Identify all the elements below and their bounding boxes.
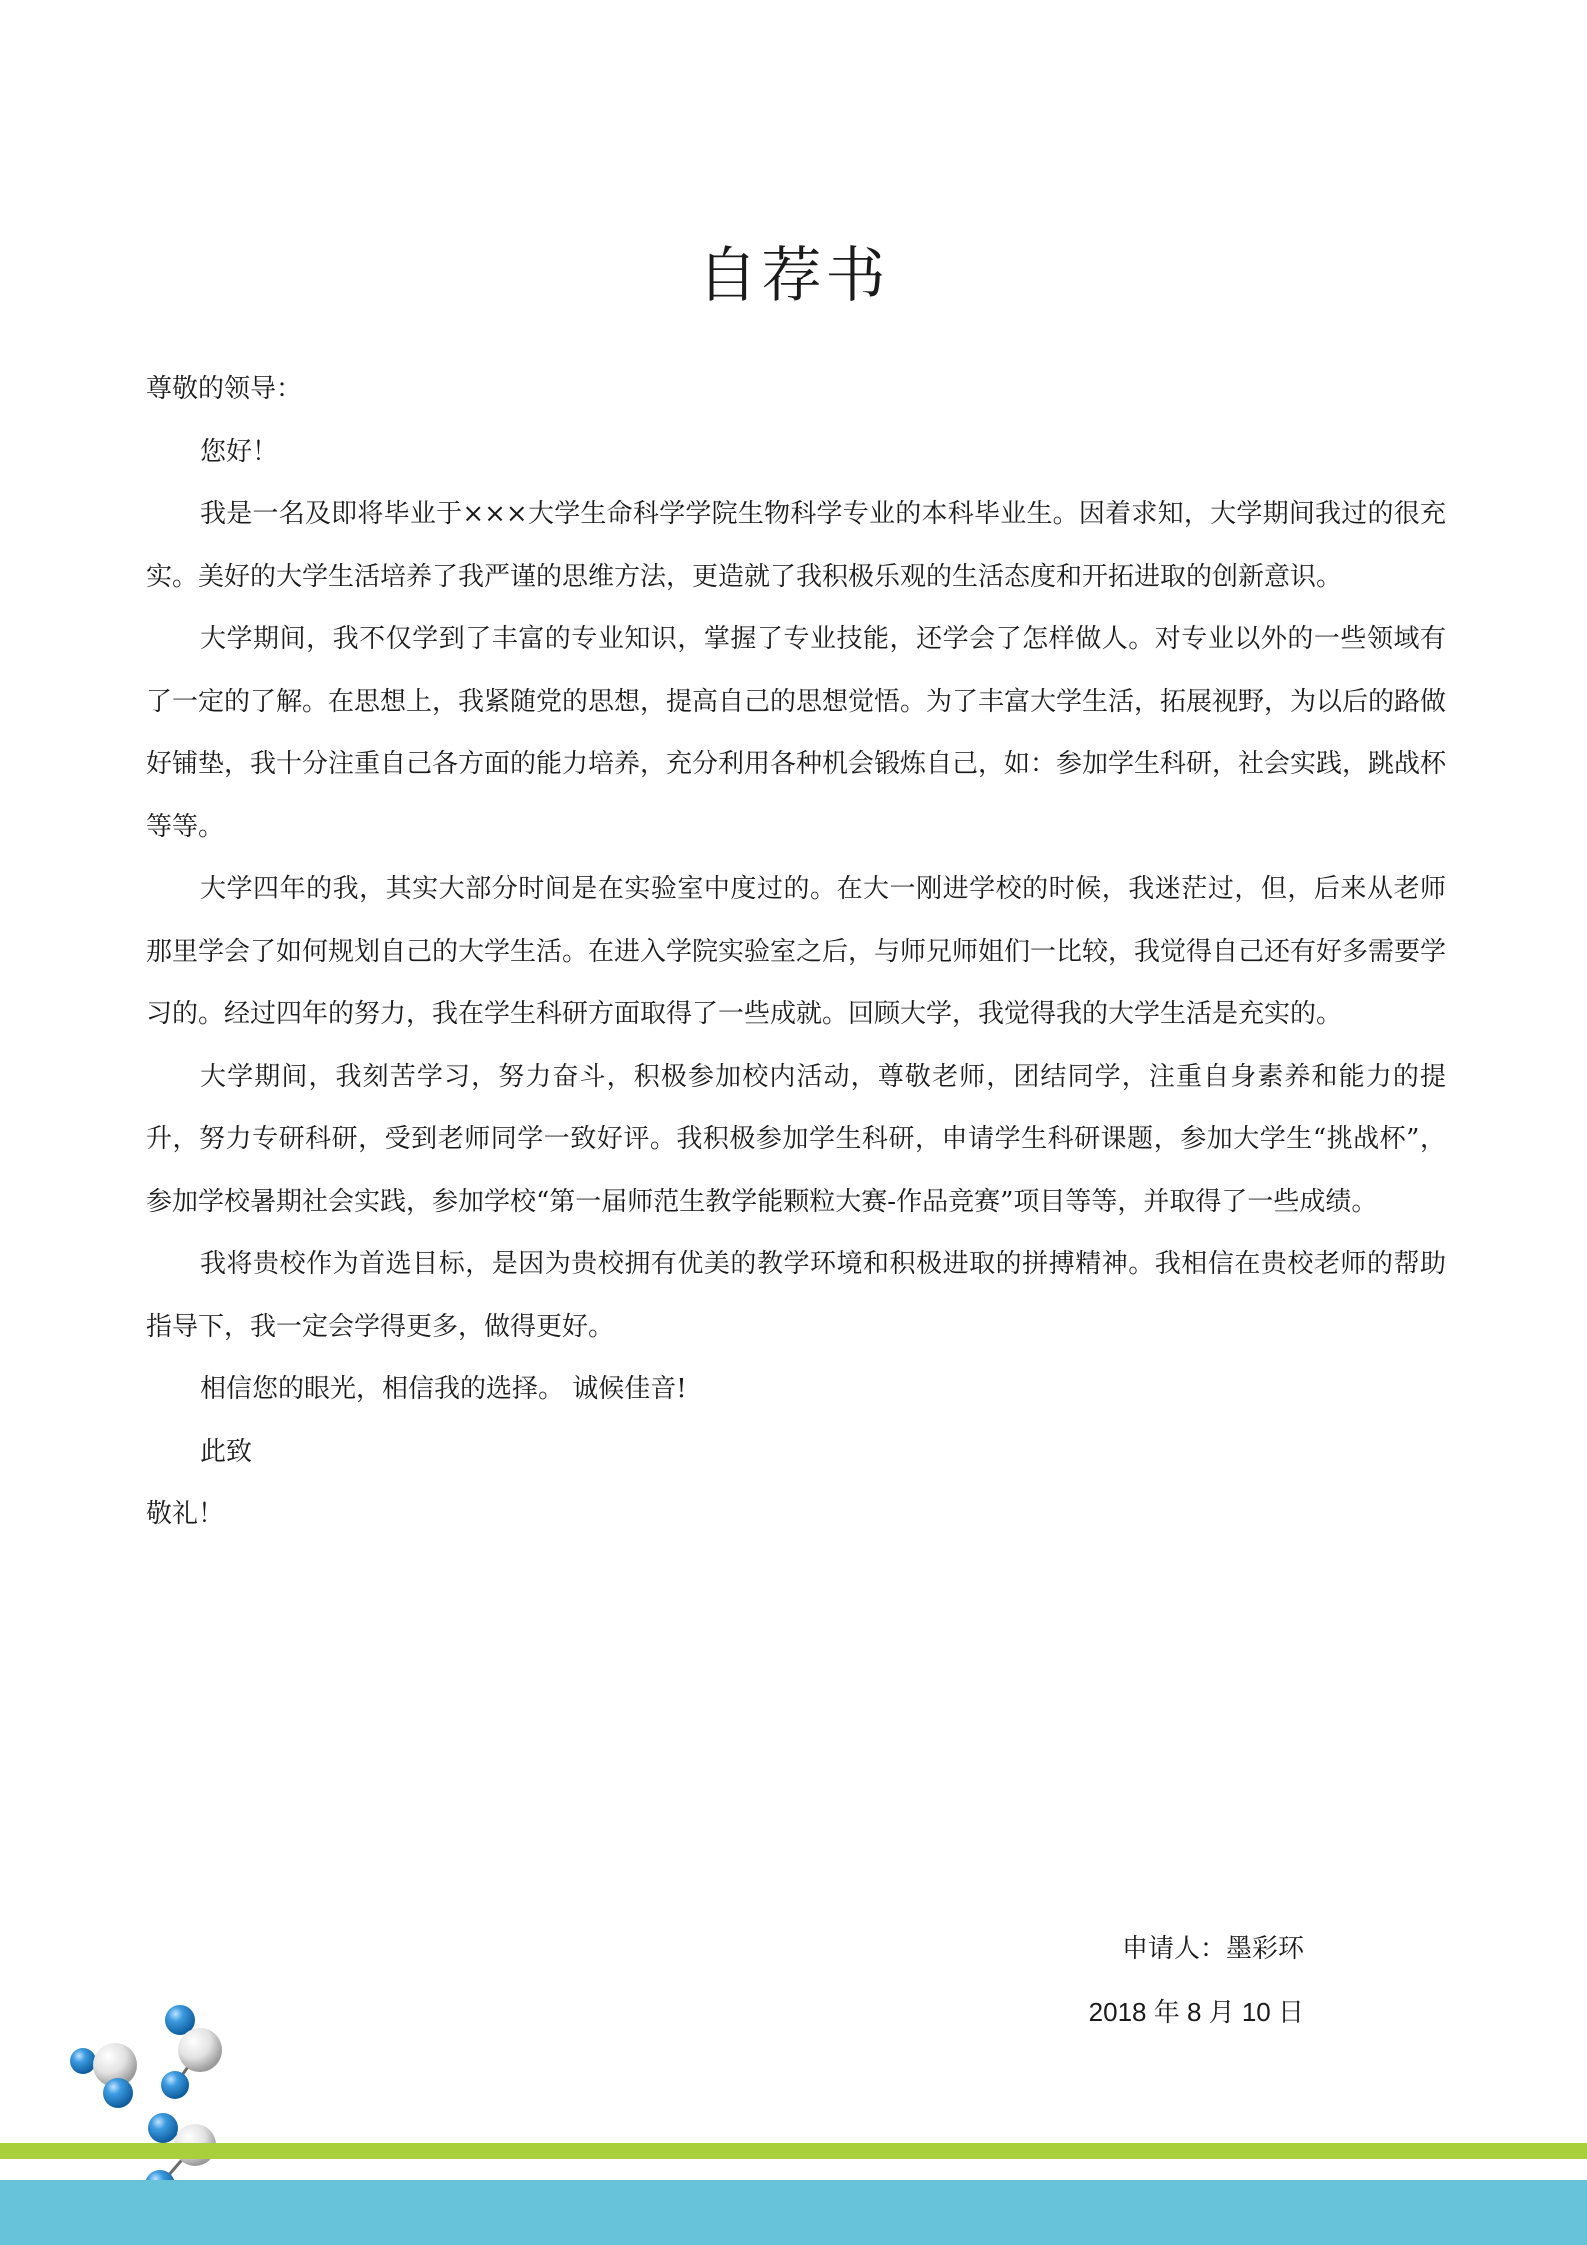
salutation: 尊敬的领导： — [146, 374, 303, 404]
document-title: 自荐书 — [697, 241, 890, 311]
atom-blue — [70, 2048, 96, 2074]
paragraph-5: 我将贵校作为首选目标，是因为贵校拥有优美的教学环境和积极进取的拼搏精神。我相信在贵校老师的帮助指导下，我一定会学得更多，做得更好。 — [146, 1249, 1446, 1342]
applicant-name: 申请人：墨彩环 — [1121, 1934, 1304, 1964]
paragraph-4: 大学期间，我刻苦学习，努力奋斗，积极参加校内活动，尊敬老师，团结同学，注重自身素养和能力的提升，努力专研科研，受到老师同学一致好评。我积极参加学生科研，申请学生科研课题，参加大学生“挑战杯”，参加学校暑期社会实践，参加学校“第一届师范生教学能颗粒大赛-作品竞赛”项目等等，并取得了一些成绩。 — [146, 1061, 1446, 1217]
footer-blue-band — [0, 2180, 1587, 2245]
paragraph-6: 相信您的眼光，相信我的选择。 诚候佳音! — [200, 1374, 687, 1404]
closing-1: 此致 — [200, 1436, 253, 1467]
paragraph-1: 我是一名及即将毕业于×××大学生命科学学院生物科学专业的本科毕业生。因着求知，大学期间我过的很充实。美好的大学生活培养了我严谨的思维方法，更造就了我积极乐观的生活态度和开拓进取的创新意识。 — [146, 499, 1446, 592]
letter-date: 2018 年 8 月 10 日 — [1088, 1996, 1304, 2027]
footer-green-band — [0, 2143, 1587, 2159]
letter-body — [146, 358, 1446, 1546]
closing-2: 敬礼！ — [146, 1499, 225, 1529]
greeting: 您好！ — [200, 436, 279, 467]
signature-block — [1089, 1918, 1304, 2043]
paragraph-2: 大学期间，我不仅学到了丰富的专业知识，掌握了专业技能，还学会了怎样做人。对专业以外的一些领域有了一定的了解。在思想上，我紧随党的思想，提高自己的思想觉悟。为了丰富大学生活，拓展视野，为以后的路做好铺垫，我十分注重自己各方面的能力培养，充分利用各种机会锻炼自己，如：参加学生科研，社会实践，跳战杯等等。 — [146, 624, 1447, 842]
atom-white — [178, 2028, 222, 2072]
atom-blue — [161, 2071, 189, 2099]
atom-blue — [148, 2113, 178, 2143]
paragraph-3: 大学四年的我，其实大部分时间是在实验室中度过的。在大一刚进学校的时候，我迷茫过，但，后来从老师那里学会了如何规划自己的大学生活。在进入学院实验室之后，与师兄师姐们一比较，我觉得自己还有好多需要学习的。经过四年的努力，我在学生科研方面取得了一些成就。回顾大学，我觉得我的大学生活是充实的。 — [146, 874, 1447, 1029]
atom-blue — [103, 2078, 133, 2108]
